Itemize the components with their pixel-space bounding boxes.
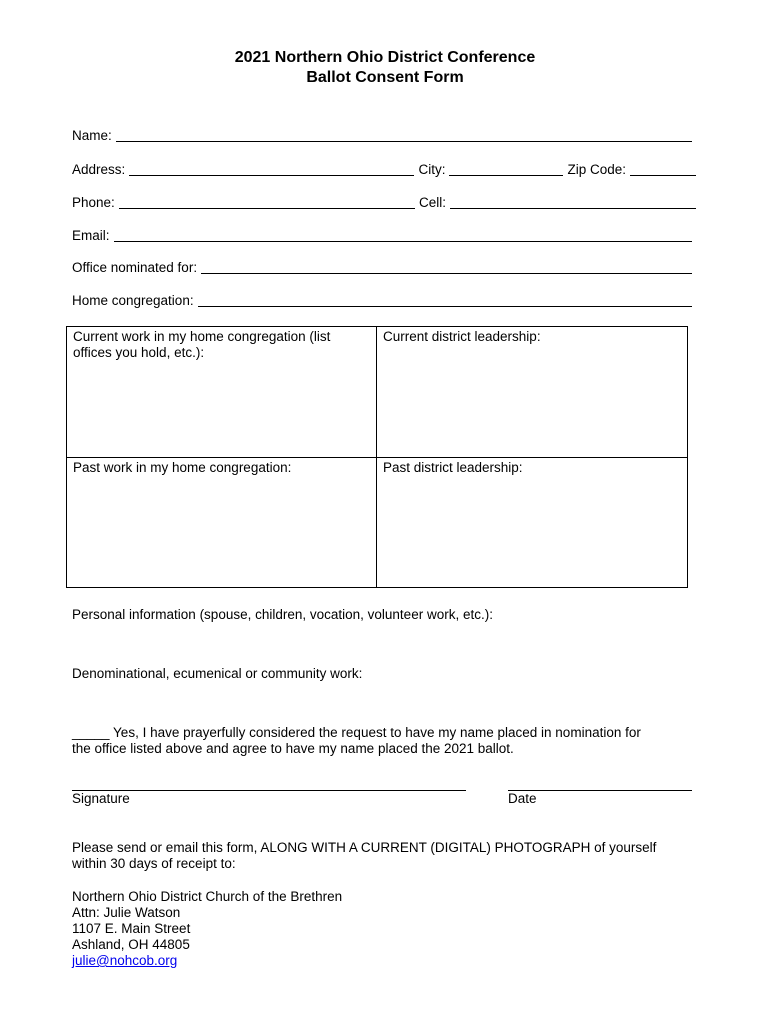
congregation-field[interactable] <box>198 294 692 307</box>
address-city: Ashland, OH 44805 <box>72 937 190 952</box>
work-leadership-table <box>66 326 688 588</box>
email-label: Email: <box>72 228 110 243</box>
address-field[interactable] <box>129 163 414 176</box>
past-district-cell[interactable] <box>377 458 687 587</box>
email-link[interactable]: julie@nohcob.org <box>72 953 178 968</box>
address-attn: Attn: Julie Watson <box>72 905 181 920</box>
current-district-cell[interactable] <box>377 327 687 458</box>
congregation-label: Home congregation: <box>72 293 194 308</box>
form-title-line2: Ballot Consent Form <box>306 69 464 86</box>
instructions <box>72 840 702 872</box>
phone-row <box>72 195 696 211</box>
name-label: Name: <box>72 128 112 143</box>
email-row <box>72 228 696 244</box>
consent-line1: _____ Yes, I have prayerfully considered the request to have my name placed in nomination for <box>72 725 641 740</box>
form-title <box>0 48 770 88</box>
address-label: Address: <box>72 162 126 177</box>
current-district-label: Current district leadership: <box>383 329 541 344</box>
past-district-label: Past district leadership: <box>383 460 523 475</box>
office-field[interactable] <box>201 261 692 274</box>
past-work-cell[interactable] <box>67 458 377 587</box>
instructions-line1: Please send or email this form, ALONG WITH A CURRENT (DIGITAL) PHOTOGRAPH of yourself <box>72 840 657 855</box>
zip-field[interactable] <box>630 163 696 176</box>
name-row <box>72 128 696 144</box>
phone-field[interactable] <box>119 196 415 209</box>
phone-label: Phone: <box>72 195 115 210</box>
office-label: Office nominated for: <box>72 260 198 275</box>
congregation-row <box>72 293 696 309</box>
name-field[interactable] <box>116 129 692 142</box>
address-row <box>72 162 696 178</box>
address-street: 1107 E. Main Street <box>72 921 191 936</box>
personal-info-label: Personal information (spouse, children, vocation, volunteer work, etc.): <box>72 607 493 622</box>
past-work-label: Past work in my home congregation: <box>73 460 292 475</box>
current-work-label: Current work in my home congregation (list offices you hold, etc.): <box>73 329 331 360</box>
mailing-address <box>72 889 702 969</box>
cell-label: Cell: <box>418 195 446 210</box>
current-work-cell[interactable] <box>67 327 377 458</box>
zip-label: Zip Code: <box>567 162 626 177</box>
office-row <box>72 260 696 276</box>
address-org: Northern Ohio District Church of the Brethren <box>72 889 343 904</box>
city-field[interactable] <box>449 163 563 176</box>
email-field[interactable] <box>114 229 692 242</box>
denominational-work-label: Denominational, ecumenical or community work: <box>72 666 363 681</box>
cell-field[interactable] <box>450 196 696 209</box>
consent-line2: the office listed above and agree to have my name placed the 2021 ballot. <box>72 741 514 756</box>
date-label: Date <box>508 791 537 806</box>
form-title-line1: 2021 Northern Ohio District Conference <box>234 49 536 66</box>
consent-statement <box>72 725 702 757</box>
signature-label: Signature <box>72 791 130 806</box>
instructions-line2: within 30 days of receipt to: <box>72 856 236 871</box>
city-label: City: <box>418 162 446 177</box>
